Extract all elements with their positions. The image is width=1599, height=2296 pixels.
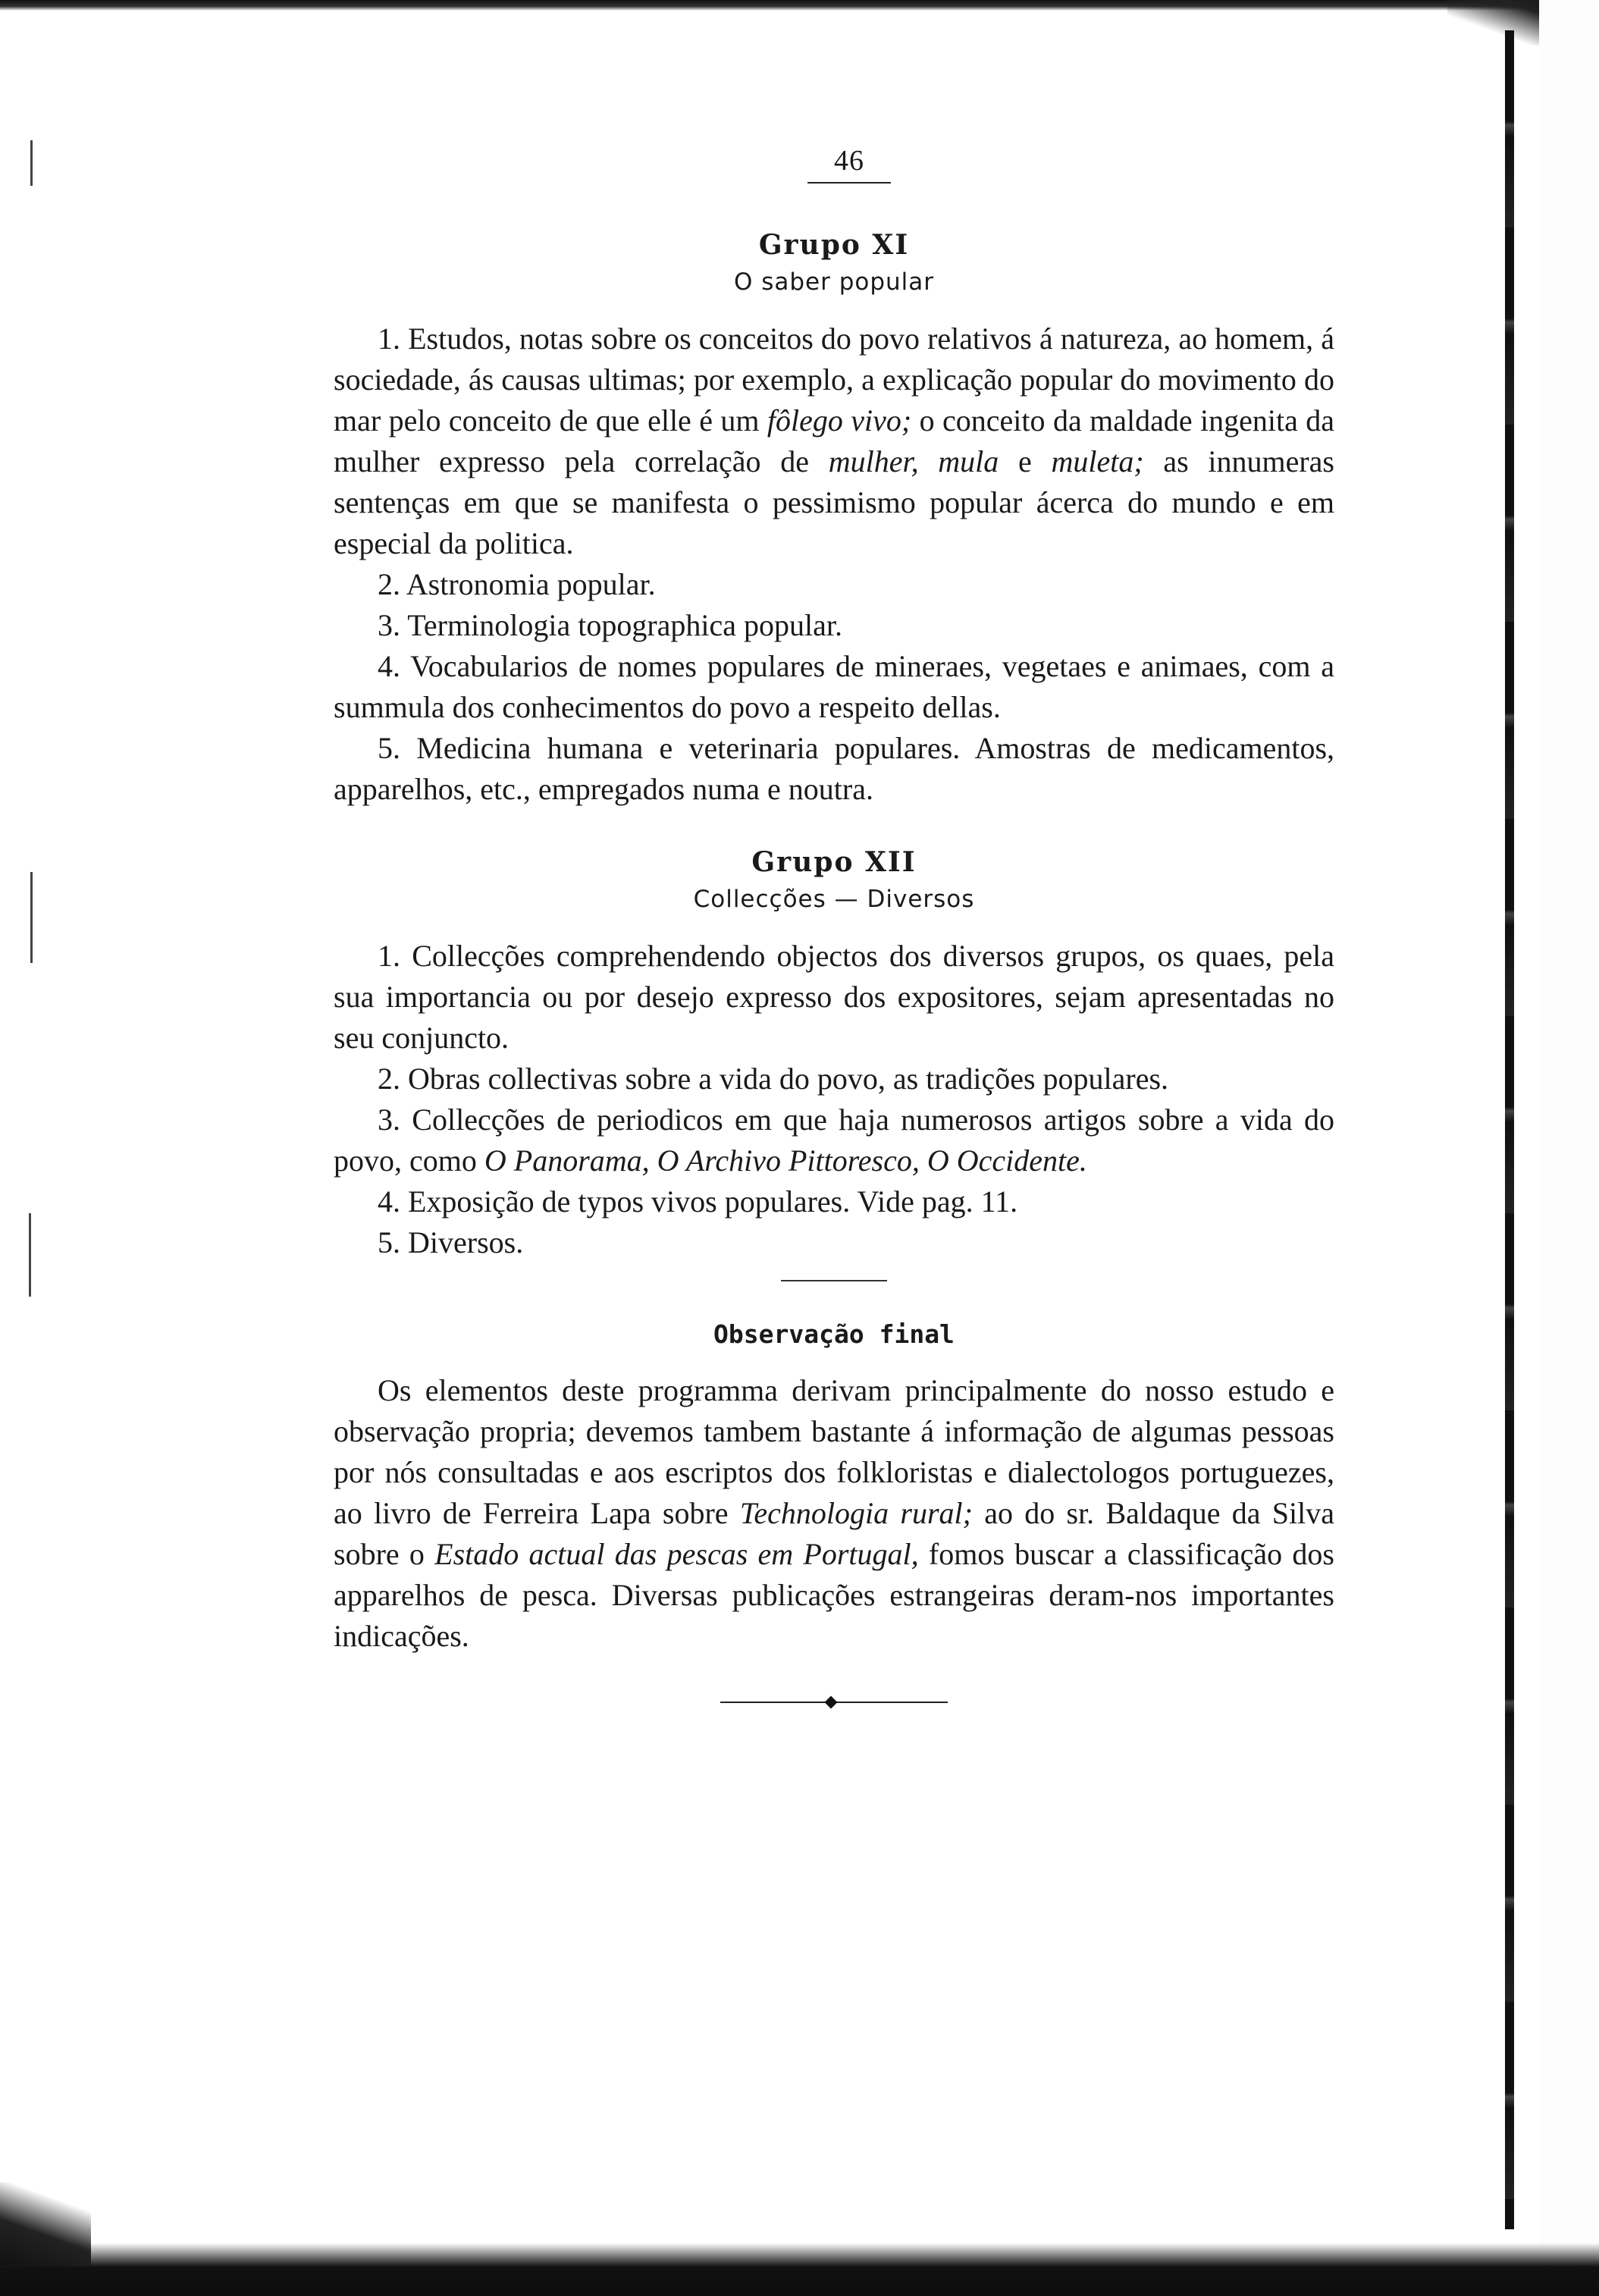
group-xii-section: [334, 846, 1334, 1263]
list-item: [334, 1181, 1334, 1222]
item-text: Collecções de periodicos em que haja numerosos artigos sobre a vida do povo, como: [334, 1103, 1335, 1178]
list-item: [334, 1222, 1334, 1263]
scan-edge-bottom: [0, 2243, 1599, 2296]
item-text: Estudos, notas sobre os conceitos do povo relativos á natureza, ao homem, á sociedade, ás causas ultimas; por exemplo, a explicação popular do movimento do mar pelo conceito de que elle é um: [334, 322, 1334, 438]
list-item: [334, 564, 1334, 605]
scan-edge-top: [0, 0, 1599, 11]
observacao-paragraph: [334, 1370, 1334, 1657]
item-text-italic: muleta;: [1051, 444, 1144, 478]
scan-mark-left: [29, 1213, 31, 1297]
scan-margin-right: [1539, 0, 1599, 2296]
item-number: 1.: [378, 939, 400, 973]
group-xi-section: [334, 229, 1334, 810]
scan-edge-right: [1505, 30, 1514, 2229]
list-item: [334, 605, 1334, 646]
item-number: 5.: [378, 731, 400, 765]
list-item: [334, 646, 1334, 728]
item-text: o conceito da maldade ingenita da mulher expresso pela correlação de: [334, 403, 1334, 478]
group-xii-subtitle: Collecções — Diversos: [693, 886, 975, 913]
list-item: [334, 936, 1334, 1059]
section-divider: [781, 1280, 887, 1281]
item-number: 5.: [378, 1225, 400, 1259]
item-text-italic: O Panorama, O Archivo Pittoresco, O Occidente.: [484, 1143, 1087, 1178]
item-number: 2.: [378, 567, 400, 601]
scan-mark-left: [30, 872, 33, 963]
document-page: [334, 144, 1334, 1710]
item-text: Terminologia topographica popular.: [407, 608, 842, 642]
scan-edge-bottom-left: [0, 2182, 91, 2266]
item-text: Diversos.: [408, 1225, 524, 1259]
item-number: 4.: [378, 1184, 400, 1219]
list-item: [334, 728, 1334, 810]
observacao-section: [334, 1319, 1334, 1657]
observacao-title: Observação final: [713, 1319, 955, 1349]
diamond-icon: [825, 1696, 838, 1709]
list-item: [334, 1099, 1334, 1181]
item-number: 3.: [378, 608, 400, 642]
scan-mark-left: [30, 140, 33, 186]
item-text: Exposição de typos vivos populares. Vide pag. 11.: [408, 1184, 1018, 1219]
item-text: Obras collectivas sobre a vida do povo, as tradições populares.: [408, 1062, 1169, 1096]
item-number: 1.: [378, 322, 400, 356]
page-number: 46: [834, 145, 864, 177]
item-text-italic: fôlego vivo;: [767, 403, 912, 438]
item-number: 4.: [378, 649, 400, 683]
item-text: Medicina humana e veterinaria populares. Amostras de medicamentos, apparelhos, etc., empregados numa e noutra.: [334, 731, 1335, 806]
item-number: 2.: [378, 1062, 400, 1096]
list-item: [334, 1059, 1334, 1099]
group-xi-subtitle: O saber popular: [733, 268, 935, 296]
item-text-italic: mulher, mula: [828, 444, 999, 478]
group-xii-title: Grupo XII: [751, 846, 917, 878]
paragraph-text: fomos buscar a classificação dos apparelhos de pesca. Diversas publicações estrangeiras deram-nos importantes indicações.: [334, 1537, 1335, 1653]
paragraph-text: Os elementos deste programma derivam principalmente do nosso estudo e observação propria; devemos tambem bastante á informação de algumas pessoas por nós consultadas e aos escriptos dos folkloristas e dialectologos portuguezes, ao livro de Ferreira Lapa sobre: [334, 1373, 1334, 1530]
item-text: Collecções comprehendendo objectos dos diversos grupos, os quaes, pela sua importancia ou por desejo expresso dos expositores, sejam apresentadas no seu conjuncto.: [334, 939, 1335, 1055]
paragraph-text: ao do sr. Baldaque da Silva sobre o: [334, 1496, 1335, 1571]
end-ornament: [720, 1695, 948, 1710]
group-xi-title: Grupo XI: [758, 229, 910, 261]
paragraph-text-italic: Estado actual das pescas em Portugal,: [434, 1537, 919, 1571]
paragraph-text-italic: Technologia rural;: [739, 1496, 973, 1530]
item-number: 3.: [378, 1103, 400, 1137]
section-gap: [334, 810, 1334, 846]
list-item: [334, 318, 1334, 564]
item-text: Astronomia popular.: [406, 567, 656, 601]
item-text: Vocabularios de nomes populares de mineraes, vegetaes e animaes, com a summula dos conhecimentos do povo a respeito dellas.: [334, 649, 1335, 724]
item-text: as innumeras sentenças em que se manifesta o pessimismo popular ácerca do mundo e em especial da politica.: [334, 444, 1334, 560]
page-number-rule: [807, 182, 891, 183]
item-text: e: [999, 444, 1052, 478]
